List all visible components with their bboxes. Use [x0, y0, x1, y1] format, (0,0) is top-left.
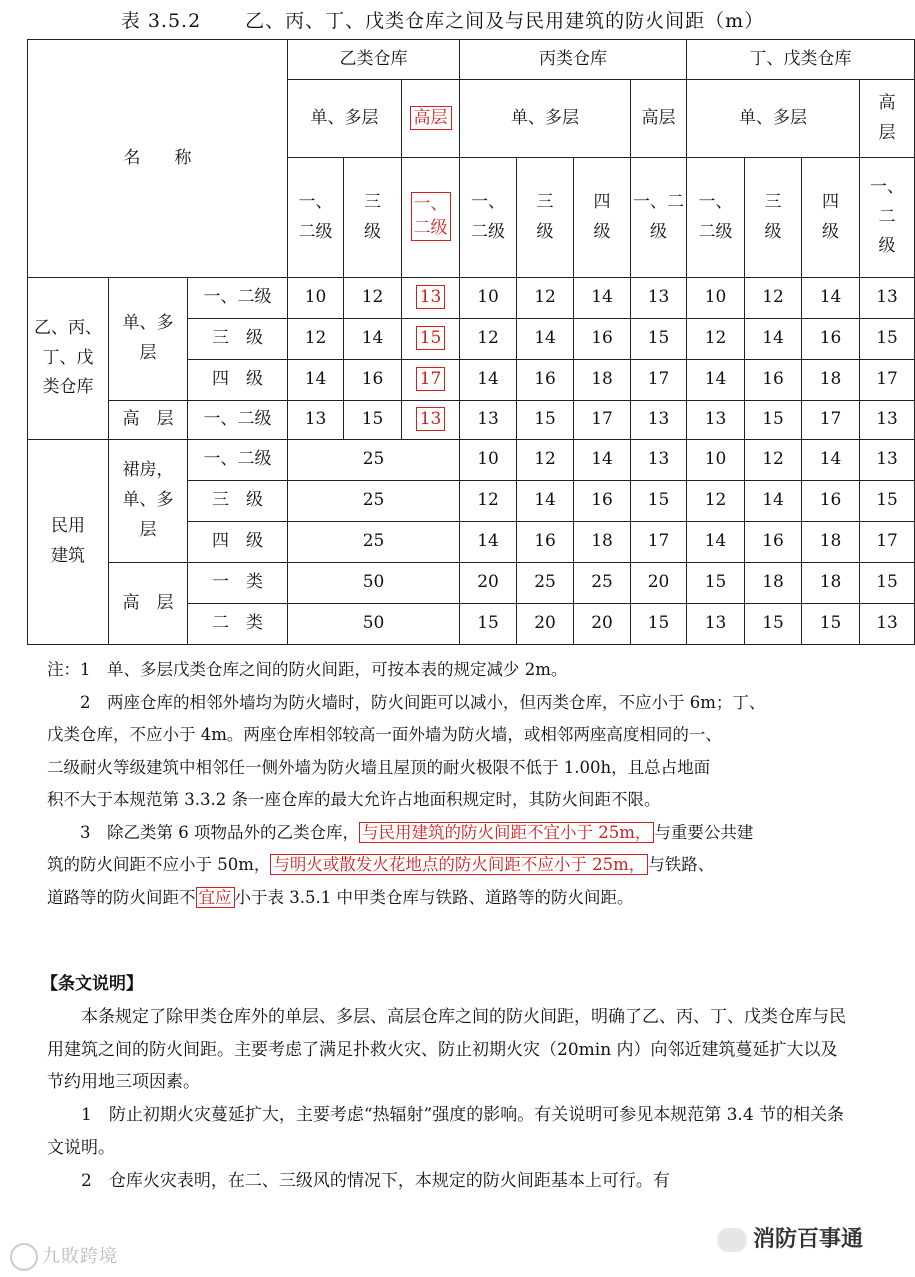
value-cell: 13: [631, 401, 687, 440]
value-cell: 15: [687, 563, 745, 604]
value-cell: 14: [687, 360, 745, 401]
table-title: [0, 6, 885, 33]
value-cell: 15: [460, 604, 517, 645]
value-cell: 10: [687, 278, 745, 319]
table-row: [28, 440, 915, 481]
row-grade-label: 一、二级: [188, 278, 288, 319]
value-cell: 16: [574, 481, 631, 522]
table-row: [28, 401, 915, 440]
value-cell: 10: [460, 278, 517, 319]
value-cell: 15: [745, 401, 802, 440]
value-cell: 16: [574, 319, 631, 360]
value-cell: 14: [517, 319, 574, 360]
value-cell: 14: [517, 481, 574, 522]
watermark-logo-icon: [10, 1243, 38, 1271]
value-cell: 15: [631, 481, 687, 522]
value-cell: 12: [687, 319, 745, 360]
value-cell: 13: [460, 401, 517, 440]
header-grade-12-stacked: 一、 二 级: [860, 158, 915, 278]
header-bing-warehouse: 丙类仓库: [460, 40, 687, 80]
value-cell: 20: [517, 604, 574, 645]
header-grade-4: 四 级: [802, 158, 860, 278]
table-row: [28, 563, 915, 604]
value-cell: 12: [745, 440, 802, 481]
value-cell: 18: [745, 563, 802, 604]
row-grade-label: 四 级: [188, 360, 288, 401]
header-yi-high: 高层: [402, 80, 460, 158]
value-cell: 25: [288, 440, 460, 481]
value-cell: 14: [460, 360, 517, 401]
header-grade-3: 三 级: [344, 158, 402, 278]
header-bing-high: 高层: [631, 80, 687, 158]
value-cell: 14: [687, 522, 745, 563]
value-cell: 25: [517, 563, 574, 604]
header-name-cell: 名 称: [28, 40, 288, 278]
value-cell: 15: [860, 481, 915, 522]
value-cell: 16: [745, 522, 802, 563]
value-cell: 16: [745, 360, 802, 401]
value-cell: 12: [344, 278, 402, 319]
value-cell: 50: [288, 604, 460, 645]
explanation-paragraph: 2 仓库火灾表明，在二、三级风的情况下，本规定的防火间距基本上可行。有: [81, 1170, 670, 1191]
value-cell: 10: [288, 278, 344, 319]
value-cell: 20: [631, 563, 687, 604]
value-cell: 17: [574, 401, 631, 440]
value-cell: 10: [460, 440, 517, 481]
note-2-line: 积不大于本规范第 3.3.2 条一座仓库的最大允许占地面积规定时，其防火间距不限。: [47, 790, 661, 809]
value-cell-highlighted: 13: [402, 401, 460, 440]
highlight-should: 宜应: [196, 887, 235, 908]
header-ding-high: 高 层: [860, 80, 915, 158]
note-3-line: 筑的防火间距不应小于 50m， 与明火或散发火花地点的防火间距不应小于 25m， 与铁路、: [47, 855, 715, 874]
table-caption: 乙、丙、丁、戊类仓库之间及与民用建筑的防火间距（m）: [245, 10, 765, 32]
header-grade-12: 一、 二级: [460, 158, 517, 278]
value-cell: 15: [860, 563, 915, 604]
highlight-25m-open-flame: 与明火或散发火花地点的防火间距不应小于 25m，: [270, 854, 648, 875]
value-cell: 16: [344, 360, 402, 401]
value-cell: 13: [288, 401, 344, 440]
value-cell: 17: [631, 360, 687, 401]
header-grade-12-high: 一、 二级: [402, 158, 460, 278]
value-cell: 18: [802, 522, 860, 563]
value-cell: 18: [802, 563, 860, 604]
value-cell: 14: [574, 440, 631, 481]
header-yi-warehouse: 乙类仓库: [288, 40, 460, 80]
value-cell: 14: [745, 319, 802, 360]
value-cell: 16: [517, 522, 574, 563]
value-cell: 50: [288, 563, 460, 604]
header-grade-12: 一、 二级: [288, 158, 344, 278]
value-cell: 14: [574, 278, 631, 319]
value-cell: 13: [860, 604, 915, 645]
row-high-rise: 高 层: [109, 401, 188, 440]
value-cell: 12: [517, 278, 574, 319]
watermark-right: 消防百事通: [717, 1222, 863, 1253]
row-single-multi: 单、多 层: [109, 278, 188, 401]
value-cell: 12: [460, 481, 517, 522]
wechat-icon: [717, 1228, 747, 1252]
value-cell: 25: [288, 481, 460, 522]
value-cell: 16: [517, 360, 574, 401]
header-grade-12: 一、 二级: [687, 158, 745, 278]
value-cell: 14: [460, 522, 517, 563]
note-1: 注：1 单、多层戊类仓库之间的防火间距，可按本表的规定减少 2m。: [47, 660, 568, 679]
table-notes: [47, 654, 847, 914]
row-grade-label: 四 级: [188, 522, 288, 563]
row-class-label: 二 类: [188, 604, 288, 645]
row-group-warehouses: 乙、丙、 丁、戊 类仓库: [28, 278, 109, 440]
header-bing-single-multi: 单、多层: [460, 80, 631, 158]
header-grade-12-inline: 一、二 级: [631, 158, 687, 278]
value-cell: 13: [631, 440, 687, 481]
value-cell: 18: [574, 522, 631, 563]
row-group-civil-buildings: 民用 建筑: [28, 440, 109, 645]
value-cell: 18: [802, 360, 860, 401]
value-cell: 15: [745, 604, 802, 645]
value-cell: 20: [460, 563, 517, 604]
explanation-paragraph: 1 防止初期火灾蔓延扩大，主要考虑“热辐射”强度的影响。有关说明可参见本规范第 3.4 节的相关条文说明。: [47, 1105, 845, 1158]
row-grade-label: 三 级: [188, 319, 288, 360]
value-cell: 12: [687, 481, 745, 522]
highlight-25m-civil: 与民用建筑的防火间距不宜小于 25m，: [359, 822, 654, 843]
header-ding-wu-warehouse: 丁、戊类仓库: [687, 40, 915, 80]
value-cell: 13: [631, 278, 687, 319]
row-podium-single-multi: 裙房， 单、多 层: [109, 440, 188, 563]
row-high-rise-civil: 高 层: [109, 563, 188, 645]
value-cell: 10: [687, 440, 745, 481]
row-grade-label: 一、二级: [188, 440, 288, 481]
note-3-line: 道路等的防火间距不 宜应 小于表 3.5.1 中甲类仓库与铁路、道路等的防火间距。: [47, 887, 634, 907]
header-grade-3: 三 级: [517, 158, 574, 278]
value-cell: 13: [860, 440, 915, 481]
value-cell: 14: [344, 319, 402, 360]
header-ding-single-multi: 单、多层: [687, 80, 860, 158]
value-cell-highlighted: 15: [402, 319, 460, 360]
explanation-heading: 【条文说明】: [41, 974, 143, 994]
value-cell: 13: [860, 278, 915, 319]
note-2-line: 戊类仓库，不应小于 4m。两座仓库相邻较高一面外墙为防火墙，或相邻两座高度相同的一、: [47, 725, 722, 744]
value-cell: 17: [631, 522, 687, 563]
row-class-label: 一 类: [188, 563, 288, 604]
fire-spacing-table: [27, 39, 915, 645]
value-cell: 16: [802, 481, 860, 522]
value-cell: 15: [860, 319, 915, 360]
row-grade-label: 一、二级: [188, 401, 288, 440]
value-cell: 13: [687, 604, 745, 645]
value-cell: 15: [344, 401, 402, 440]
value-cell: 14: [745, 481, 802, 522]
explanation-paragraph: 本条规定了除甲类仓库外的单层、多层、高层仓库之间的防火间距，明确了乙、丙、丁、戊类仓库与民用建筑之间的防火间距。主要考虑了满足扑救火灾、防止初期火灾（20min 内）向邻近建筑蔓延扩大以及节约用地三项因素。: [47, 1006, 846, 1093]
value-cell: 17: [860, 522, 915, 563]
value-cell: 13: [860, 401, 915, 440]
value-cell: 15: [802, 604, 860, 645]
value-cell: 12: [288, 319, 344, 360]
value-cell: 12: [460, 319, 517, 360]
value-cell: 15: [631, 604, 687, 645]
value-cell: 17: [802, 401, 860, 440]
value-cell: 20: [574, 604, 631, 645]
row-grade-label: 三 级: [188, 481, 288, 522]
value-cell: 16: [802, 319, 860, 360]
table-row: [28, 278, 915, 319]
table-number: 表 3.5.2: [120, 10, 202, 32]
watermark-left: 九敗跨境: [10, 1242, 118, 1271]
header-yi-single-multi: 单、多层: [288, 80, 402, 158]
value-cell-highlighted: 13: [402, 278, 460, 319]
value-cell: 25: [288, 522, 460, 563]
value-cell: 14: [802, 440, 860, 481]
value-cell: 14: [288, 360, 344, 401]
value-cell: 17: [860, 360, 915, 401]
value-cell: 25: [574, 563, 631, 604]
header-grade-4: 四 级: [574, 158, 631, 278]
note-3-line: 3 除乙类第 6 项物品外的乙类仓库， 与民用建筑的防火间距不宜小于 25m， 与重要公共建: [80, 822, 754, 842]
value-cell: 18: [574, 360, 631, 401]
header-grade-3: 三 级: [745, 158, 802, 278]
value-cell: 15: [517, 401, 574, 440]
note-2-line: 2 两座仓库的相邻外墙均为防火墙时，防火间距可以减小，但丙类仓库，不应小于 6m；丁、: [80, 692, 766, 712]
value-cell: 13: [687, 401, 745, 440]
note-2-line: 二级耐火等级建筑中相邻任一侧外墙为防火墙且屋顶的耐火极限不低于 1.00h，且总占地面: [47, 757, 711, 777]
value-cell: 12: [517, 440, 574, 481]
value-cell: 12: [745, 278, 802, 319]
value-cell: 15: [631, 319, 687, 360]
value-cell-highlighted: 17: [402, 360, 460, 401]
value-cell: 14: [802, 278, 860, 319]
clause-explanation: [41, 968, 847, 1198]
